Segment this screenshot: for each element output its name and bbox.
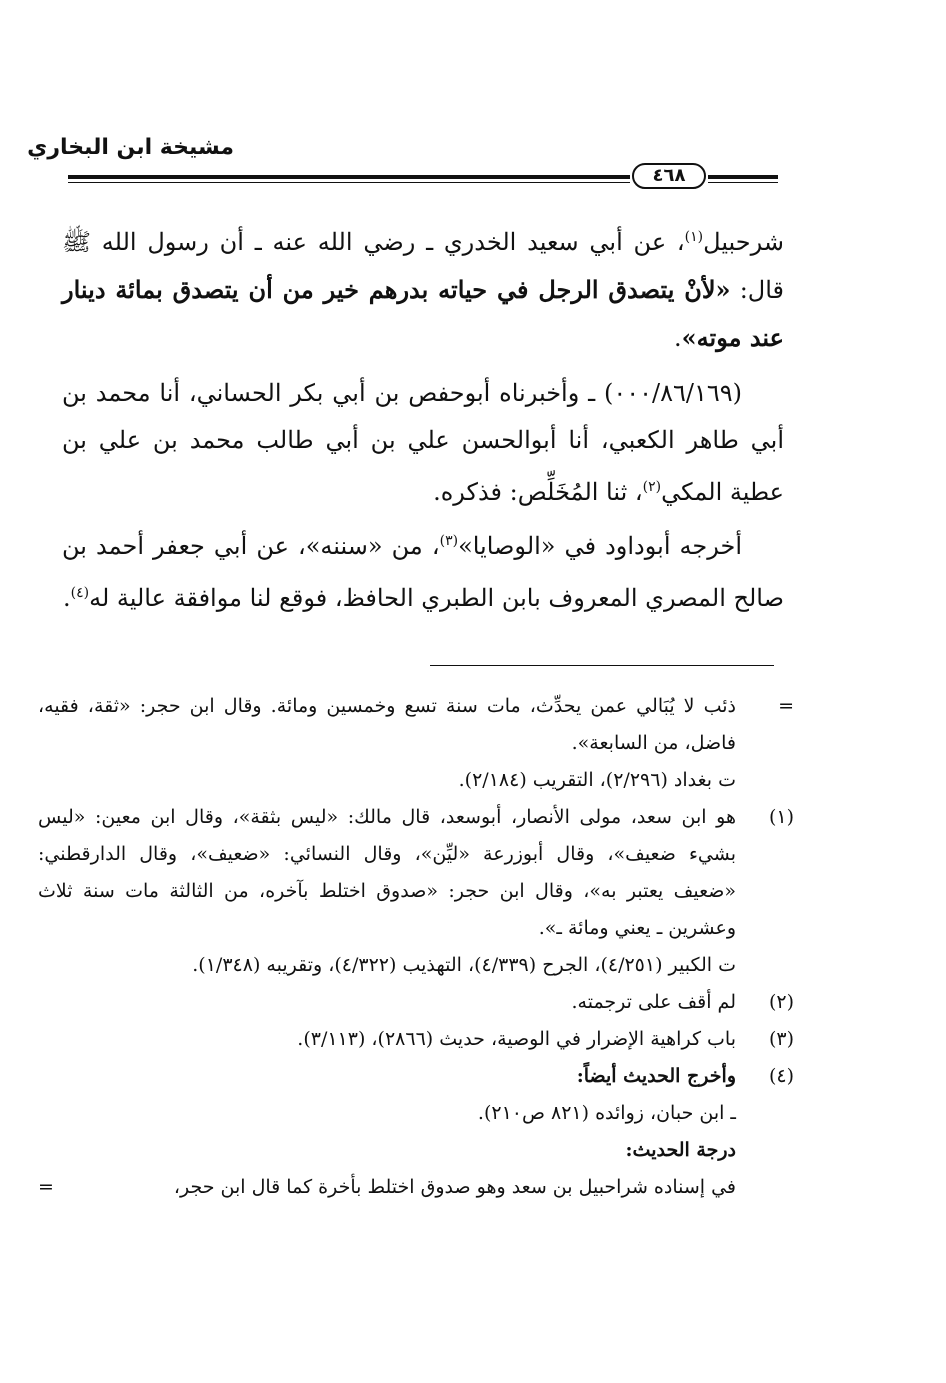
footnote-separator (430, 665, 774, 666)
running-header-title: مشيخة ابن البخاري (27, 135, 234, 160)
footnote-number: (٤) (768, 1065, 794, 1087)
grade-line (38, 1169, 736, 1206)
footnote-continuation (38, 688, 794, 799)
footnote-line: في إسناده شراحبيل بن سعد وهو صدوق اختلط بأخرة كما قال ابن حجر، (173, 1176, 736, 1198)
text-span: شرحبيل (703, 228, 784, 256)
header-rule-right (708, 175, 778, 183)
footnote-text: لم أقف على ترجمته. (571, 991, 736, 1013)
footnote-4 (38, 1058, 794, 1095)
text-span: (٠٠٠/٨٦/١٦٩) ـ وأخبرناه أبوحفص بن أبي بكر الحساني، أنا محمد بن أبي طاهر الكعبي، أنا أبوالحسن علي بن أبي طالب محمد بن علي بن عطية المكي (62, 379, 784, 506)
footnote-ref-3[interactable]: (٣) (439, 533, 459, 549)
footnote-ref-4[interactable]: (٤) (70, 585, 90, 601)
footnote-number: (١) (768, 806, 794, 828)
footnote-refs: ت الكبير (٤/٢٥١)، الجرح (٤/٣٣٩)، التهذيب (٤/٣٢٢)، وتقريبه (١/٣٤٨). (192, 954, 736, 976)
footnote-text: هو ابن سعد، مولى الأنصار، أبوسعد، قال مالك: «ليس بثقة»، وقال ابن معين: «ليس بشيء ضعيف»، وقال أبوزرعة «ليِّن»، وقال النسائي: «ضعيف»، وقال الدارقطني: «ضعيف يعتبر به»، وقال ابن حجر: «صدوق اختلط بآخره، من الثالثة مات سنة ثلاث وعشرين ـ يعني ومائة ـ». (38, 806, 736, 939)
text-span: ، ثنا المُخَلِّص: فذكره. (433, 478, 643, 506)
paragraph-hadith-text (62, 214, 784, 362)
footnote-4-body (38, 1095, 794, 1206)
paragraph-takhrij (62, 518, 784, 622)
continuation-marker: = (38, 1176, 54, 1198)
paragraph-isnad (62, 370, 784, 516)
text-span: . (674, 324, 682, 352)
footnote-line: ت بغداد (٢/٢٩٦)، التقريب (٢/١٨٤). (458, 769, 736, 791)
hadith-quote: «لأنْ يتصدق الرجل في حياته بدرهم خير من أن يتصدق بمائة دينار عند موته» (62, 275, 784, 352)
text-span: أخرجه أبوداود في «الوصايا» (458, 532, 743, 560)
footnote-line: ذئب لا يُبَالي عمن يحدِّث، مات سنة تسع وخمسين ومائة. وقال ابن حجر: «ثقة، فقيه، فاضل، من السابعة». (38, 695, 736, 754)
page-number: ٤٦٨ (632, 163, 706, 189)
continuation-marker: = (778, 695, 794, 717)
footnote-ref-2[interactable]: (٢) (642, 479, 662, 495)
footnote-3 (38, 1021, 794, 1058)
footnote-1 (38, 799, 794, 984)
header-rule-left (68, 175, 630, 183)
footnote-text: باب كراهية الإضرار في الوصية، حديث (٢٨٦٦)، (٣/١١٣). (297, 1028, 736, 1050)
grade-heading: درجة الحديث: (625, 1139, 736, 1161)
footnote-2 (38, 984, 794, 1021)
footnotes-section (38, 688, 794, 1206)
text-span: ، من «سننه»، عن أبي جعفر أحمد بن صالح المصري المعروف بابن الطبري الحافظ، فوقع لنا موافقة عالية له (62, 532, 784, 612)
footnote-ref-1[interactable]: (١) (684, 229, 704, 245)
text-span: . (62, 584, 71, 612)
footnote-number: (٣) (768, 1028, 794, 1050)
footnote-heading: وأخرج الحديث أيضاً: (576, 1065, 736, 1087)
text-span: ، عن أبي سعيد الخدري ـ رضي الله عنه ـ أن رسول الله ﷺ قال: (62, 228, 785, 304)
footnote-line: ـ ابن حبان، زوائده (٨٢١ ص٢١٠). (477, 1102, 736, 1124)
footnote-number: (٢) (768, 991, 794, 1013)
